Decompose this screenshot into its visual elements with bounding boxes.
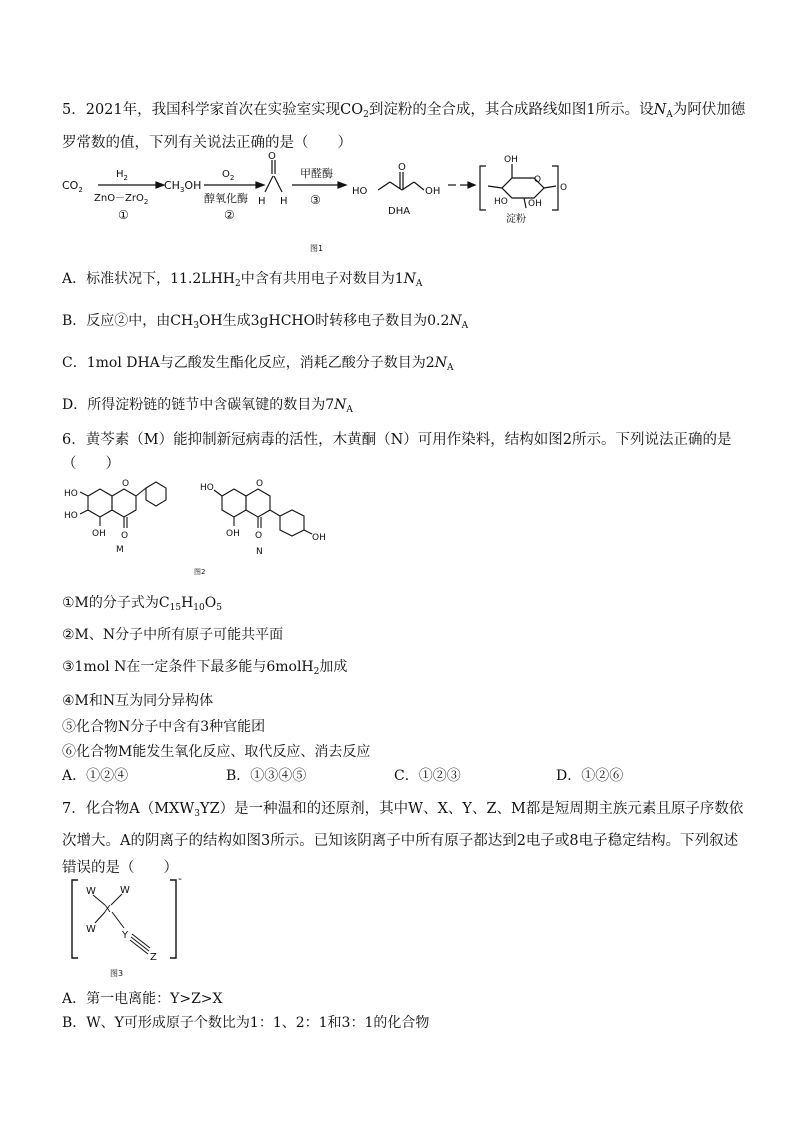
fig1-h2: $H_2$	[116, 169, 128, 182]
q6-option-b: B．①③④⑤	[226, 768, 307, 784]
q6-stem-line2: （ ）	[62, 456, 120, 472]
fig1-starch-link-o: O	[560, 183, 568, 193]
fig1-starch-oh-top: OH	[504, 155, 518, 165]
fig1-caption: 图1	[310, 244, 324, 253]
fig1-starch-ho: HO	[494, 197, 508, 207]
q5-option-d: D．所得淀粉链的链节中含碳氧键的数目为$7N_A$	[62, 397, 353, 415]
fig1-starch-ring-o: O	[534, 175, 542, 185]
fig2-n-oh-tail: OH	[312, 533, 326, 543]
fig3-charge: -	[178, 874, 182, 885]
q5-option-c: C．1mol DHA与乙酸发生酯化反应，消耗乙酸分子数目为$2N_A$	[62, 355, 454, 373]
q5-stem-line1: 5．2021年，我国科学家首次在实验室实现$CO_2$到淀粉的全合成，其合成路线如图1所示。设$N_A$为阿伏加德	[62, 102, 746, 120]
fig1-dha-ho: HO	[352, 186, 368, 197]
figure-3-anion-structure	[64, 874, 192, 980]
fig2-m-carbonyl-o: O	[121, 531, 129, 541]
fig1-step-1: ①	[118, 208, 129, 222]
fig1-step-2: ②	[224, 208, 235, 222]
fig1-step-3: ③	[310, 193, 321, 207]
fig1-ch3oh: $CH_3OH$	[164, 179, 202, 194]
q7-stem-line1: 7．化合物$A(MXW_3YZ)$是一种温和的还原剂，其中W、X、Y、Z、M都是短周期主族元素且原子序数依	[62, 801, 744, 819]
q6-option-c: C．①②③	[394, 768, 461, 784]
q6-option-d: D．①②⑥	[556, 768, 624, 784]
fig1-catalyst-2: 醇氧化酶	[204, 192, 248, 205]
q6-statement-2: ②M、N分子中所有原子可能共平面	[62, 627, 284, 643]
fig1-formaldehyde-o: O	[268, 152, 276, 162]
fig1-starch-label: 淀粉	[506, 214, 526, 225]
q6-statement-5: ⑤化合物N分子中含有3种官能团	[62, 719, 266, 735]
fig2-m-oh: OH	[92, 529, 106, 539]
figure-1-synthesis-route	[60, 152, 680, 257]
fig2-label-n: N	[256, 547, 263, 557]
fig1-catalyst-3: 甲醛酶	[300, 167, 333, 180]
figure-2-structures	[60, 474, 340, 580]
q7-stem-line2: 次增大。A的阴离子的结构如图3所示。已知该阴离子中所有原子都达到2电子或8电子稳定结构。下列叙述	[62, 833, 739, 849]
fig3-w-3: W	[86, 924, 96, 935]
fig1-dha-label: DHA	[388, 206, 411, 217]
fig2-caption: 图2	[194, 568, 206, 576]
fig3-y: Y	[122, 930, 129, 941]
fig2-m-ring-o: O	[122, 479, 130, 489]
q6-statement-4: ④M和N互为同分异构体	[62, 693, 214, 709]
fig3-w-2: W	[120, 885, 130, 896]
fig1-o2: $O_2$	[222, 169, 235, 182]
fig3-caption: 图3	[110, 969, 124, 978]
q7-option-b: B．W、Y可形成原子个数比为1：1、2：1和3：1的化合物	[62, 1015, 430, 1031]
fig2-n-carbonyl-o: O	[255, 531, 263, 541]
q6-statement-1: ①M的分子式为$C_{15}H_{10}O_5$	[62, 595, 222, 613]
fig3-z: Z	[150, 952, 157, 963]
fig2-m-ho-1: HO	[64, 489, 78, 499]
q7-stem-line3: 错误的是（ ）	[62, 860, 178, 876]
fig1-co2: $CO_2$	[62, 179, 83, 194]
fig1-catalyst-1: ZnO－ZrO$_2$	[94, 193, 149, 206]
fig2-n-ho: HO	[200, 483, 214, 493]
fig2-n-oh: OH	[226, 529, 240, 539]
fig2-label-m: M	[116, 545, 124, 555]
q6-stem-line1: 6．黄芩素（M）能抑制新冠病毒的活性，木黄酮（N）可用作染料，结构如图2所示。下列说法正确的是	[62, 432, 732, 448]
q6-statement-3: ③1mol N在一定条件下最多能与6molH$_2$加成	[62, 659, 348, 677]
q7-option-a: A．第一电离能：Y>Z>X	[62, 991, 223, 1007]
fig1-formaldehyde-h-right: H	[280, 196, 288, 207]
q5-option-a: A．标准状况下，$11.2LHH_2$中含有共用电子对数目为$1N_A$	[62, 271, 423, 289]
q5-option-b: B．反应②中，由$CH_3OH$生成3gHCHO时转移电子数目为$0.2N_A$	[62, 313, 469, 331]
fig2-m-ho-2: HO	[64, 511, 78, 521]
fig1-formaldehyde-h-left: H	[258, 196, 266, 207]
fig1-dha-oh: OH	[425, 186, 441, 197]
fig3-w-1: W	[86, 886, 96, 897]
fig1-dha-o: O	[398, 162, 406, 173]
fig1-starch-oh: OH	[528, 199, 542, 209]
q6-option-a: A．①②④	[62, 768, 129, 784]
fig2-n-ring-o: O	[256, 479, 264, 489]
q5-stem-line2: 罗常数的值，下列有关说法正确的是（ ）	[62, 135, 352, 151]
q6-statement-6: ⑥化合物M能发生氧化反应、取代反应、消去反应	[62, 744, 371, 760]
fig3-x: X	[104, 904, 111, 915]
